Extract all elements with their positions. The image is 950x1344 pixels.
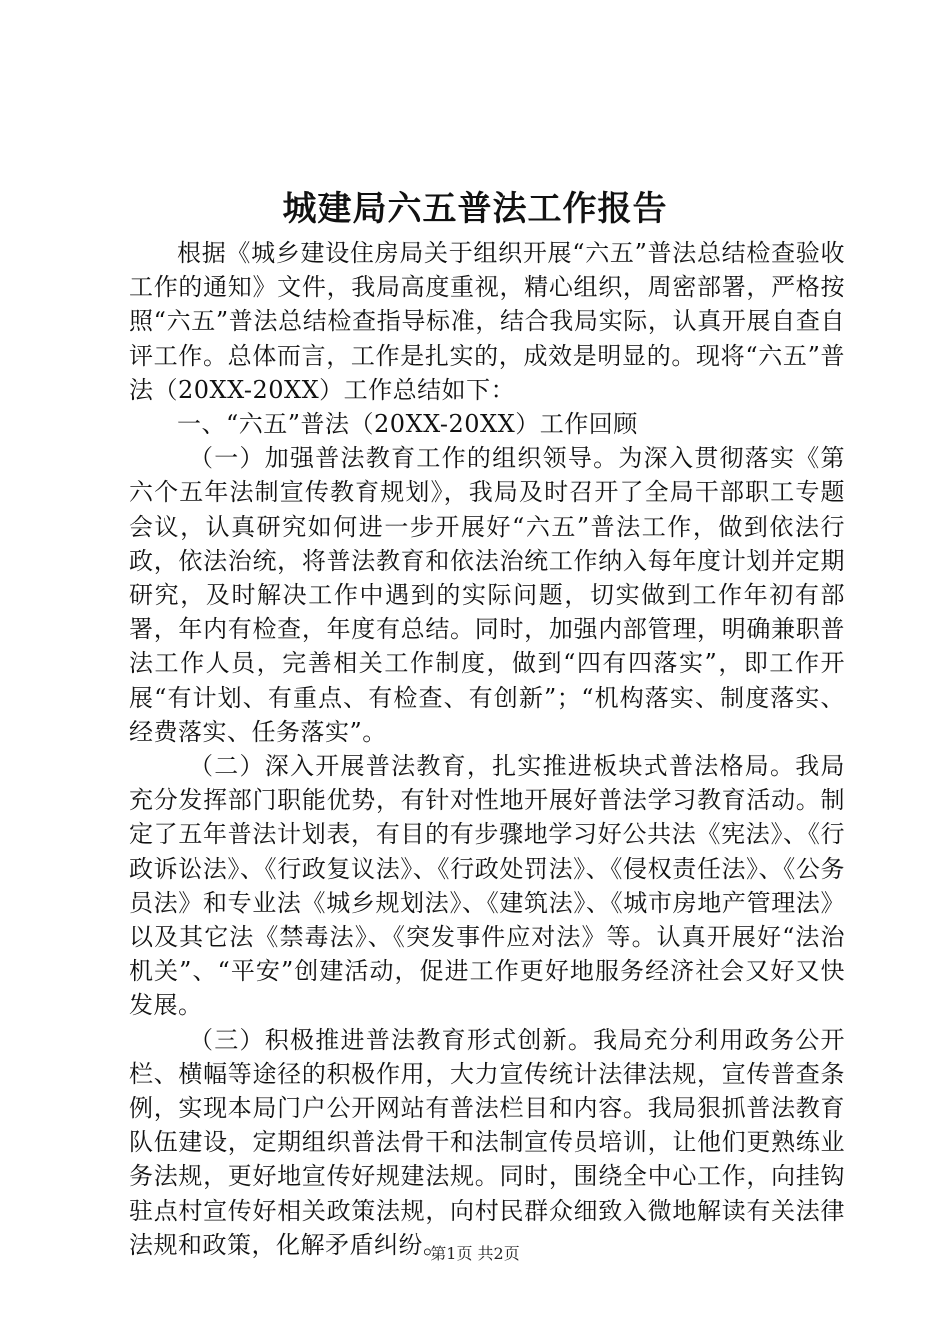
- paragraph-section-3: （三）积极推进普法教育形式创新。我局充分利用政务公开栏、横幅等途径的积极作用，大力宣传统计法律法规，宣传普查条例，实现本局门户公开网站有普法栏目和内容。我局狠抓普法教育队伍建设，定期组织普法骨干和法制宣传员培训，让他们更熟练业务法规，更好地宣传好规建法规。同时，围绕全中心工作，向挂钩驻点村宣传好相关政策法规，向村民群众细致入微地解读有关法律法规和政策，化解矛盾纠纷。: [129, 1025, 845, 1259]
- paragraph-section-2: （二）深入开展普法教育，扎实推进板块式普法格局。我局充分发挥部门职能优势，有针对性地开展好普法学习教育活动。制定了五年普法计划表，有目的有步骤地学习好公共法《宪法》、《行政诉讼法》、《行政复议法》、《行政处罚法》、《侵权责任法》、《公务员法》和专业法《城乡规划法》、《建筑法》、《城市房地产管理法》以及其它法《禁毒法》、《突发事件应对法》等。认真开展好“法治机关”、“平安”创建活动，促进工作更好地服务经济社会又好又快发展。: [129, 752, 845, 1020]
- document-title: 城建局六五普法工作报告: [282, 189, 668, 229]
- paragraph-intro: 根据《城乡建设住房局关于组织开展“六五”普法总结检查验收工作的通知》文件，我局高度重视，精心组织，周密部署，严格按照“六五”普法总结检查指导标准，结合我局实际，认真开展自查自评工作。总体而言，工作是扎实的，成效是明显的。现将“六五”普法（20XX-20XX）工作总结如下：: [129, 239, 845, 404]
- section-heading: 一、“六五”普法（20XX-20XX）工作回顾: [177, 410, 638, 439]
- document-body: [129, 236, 845, 1262]
- page-footer: 第1页 共2页: [430, 1244, 520, 1263]
- paragraph-section-1: （一）加强普法教育工作的组织领导。为深入贯彻落实《第六个五年法制宣传教育规划》，我局及时召开了全局干部职工专题会议，认真研究如何进一步开展好“六五”普法工作，做到依法行政，依法治统，将普法教育和依法治统工作纳入每年度计划并定期研究，及时解决工作中遇到的实际问题，切实做到工作年初有部署，年内有检查，年度有总结。同时，加强内部管理，明确兼职普法工作人员，完善相关工作制度，做到“四有四落实”，即工作开展“有计划、有重点、有检查、有创新”；“机构落实、制度落实、经费落实、任务落实”。: [129, 444, 845, 746]
